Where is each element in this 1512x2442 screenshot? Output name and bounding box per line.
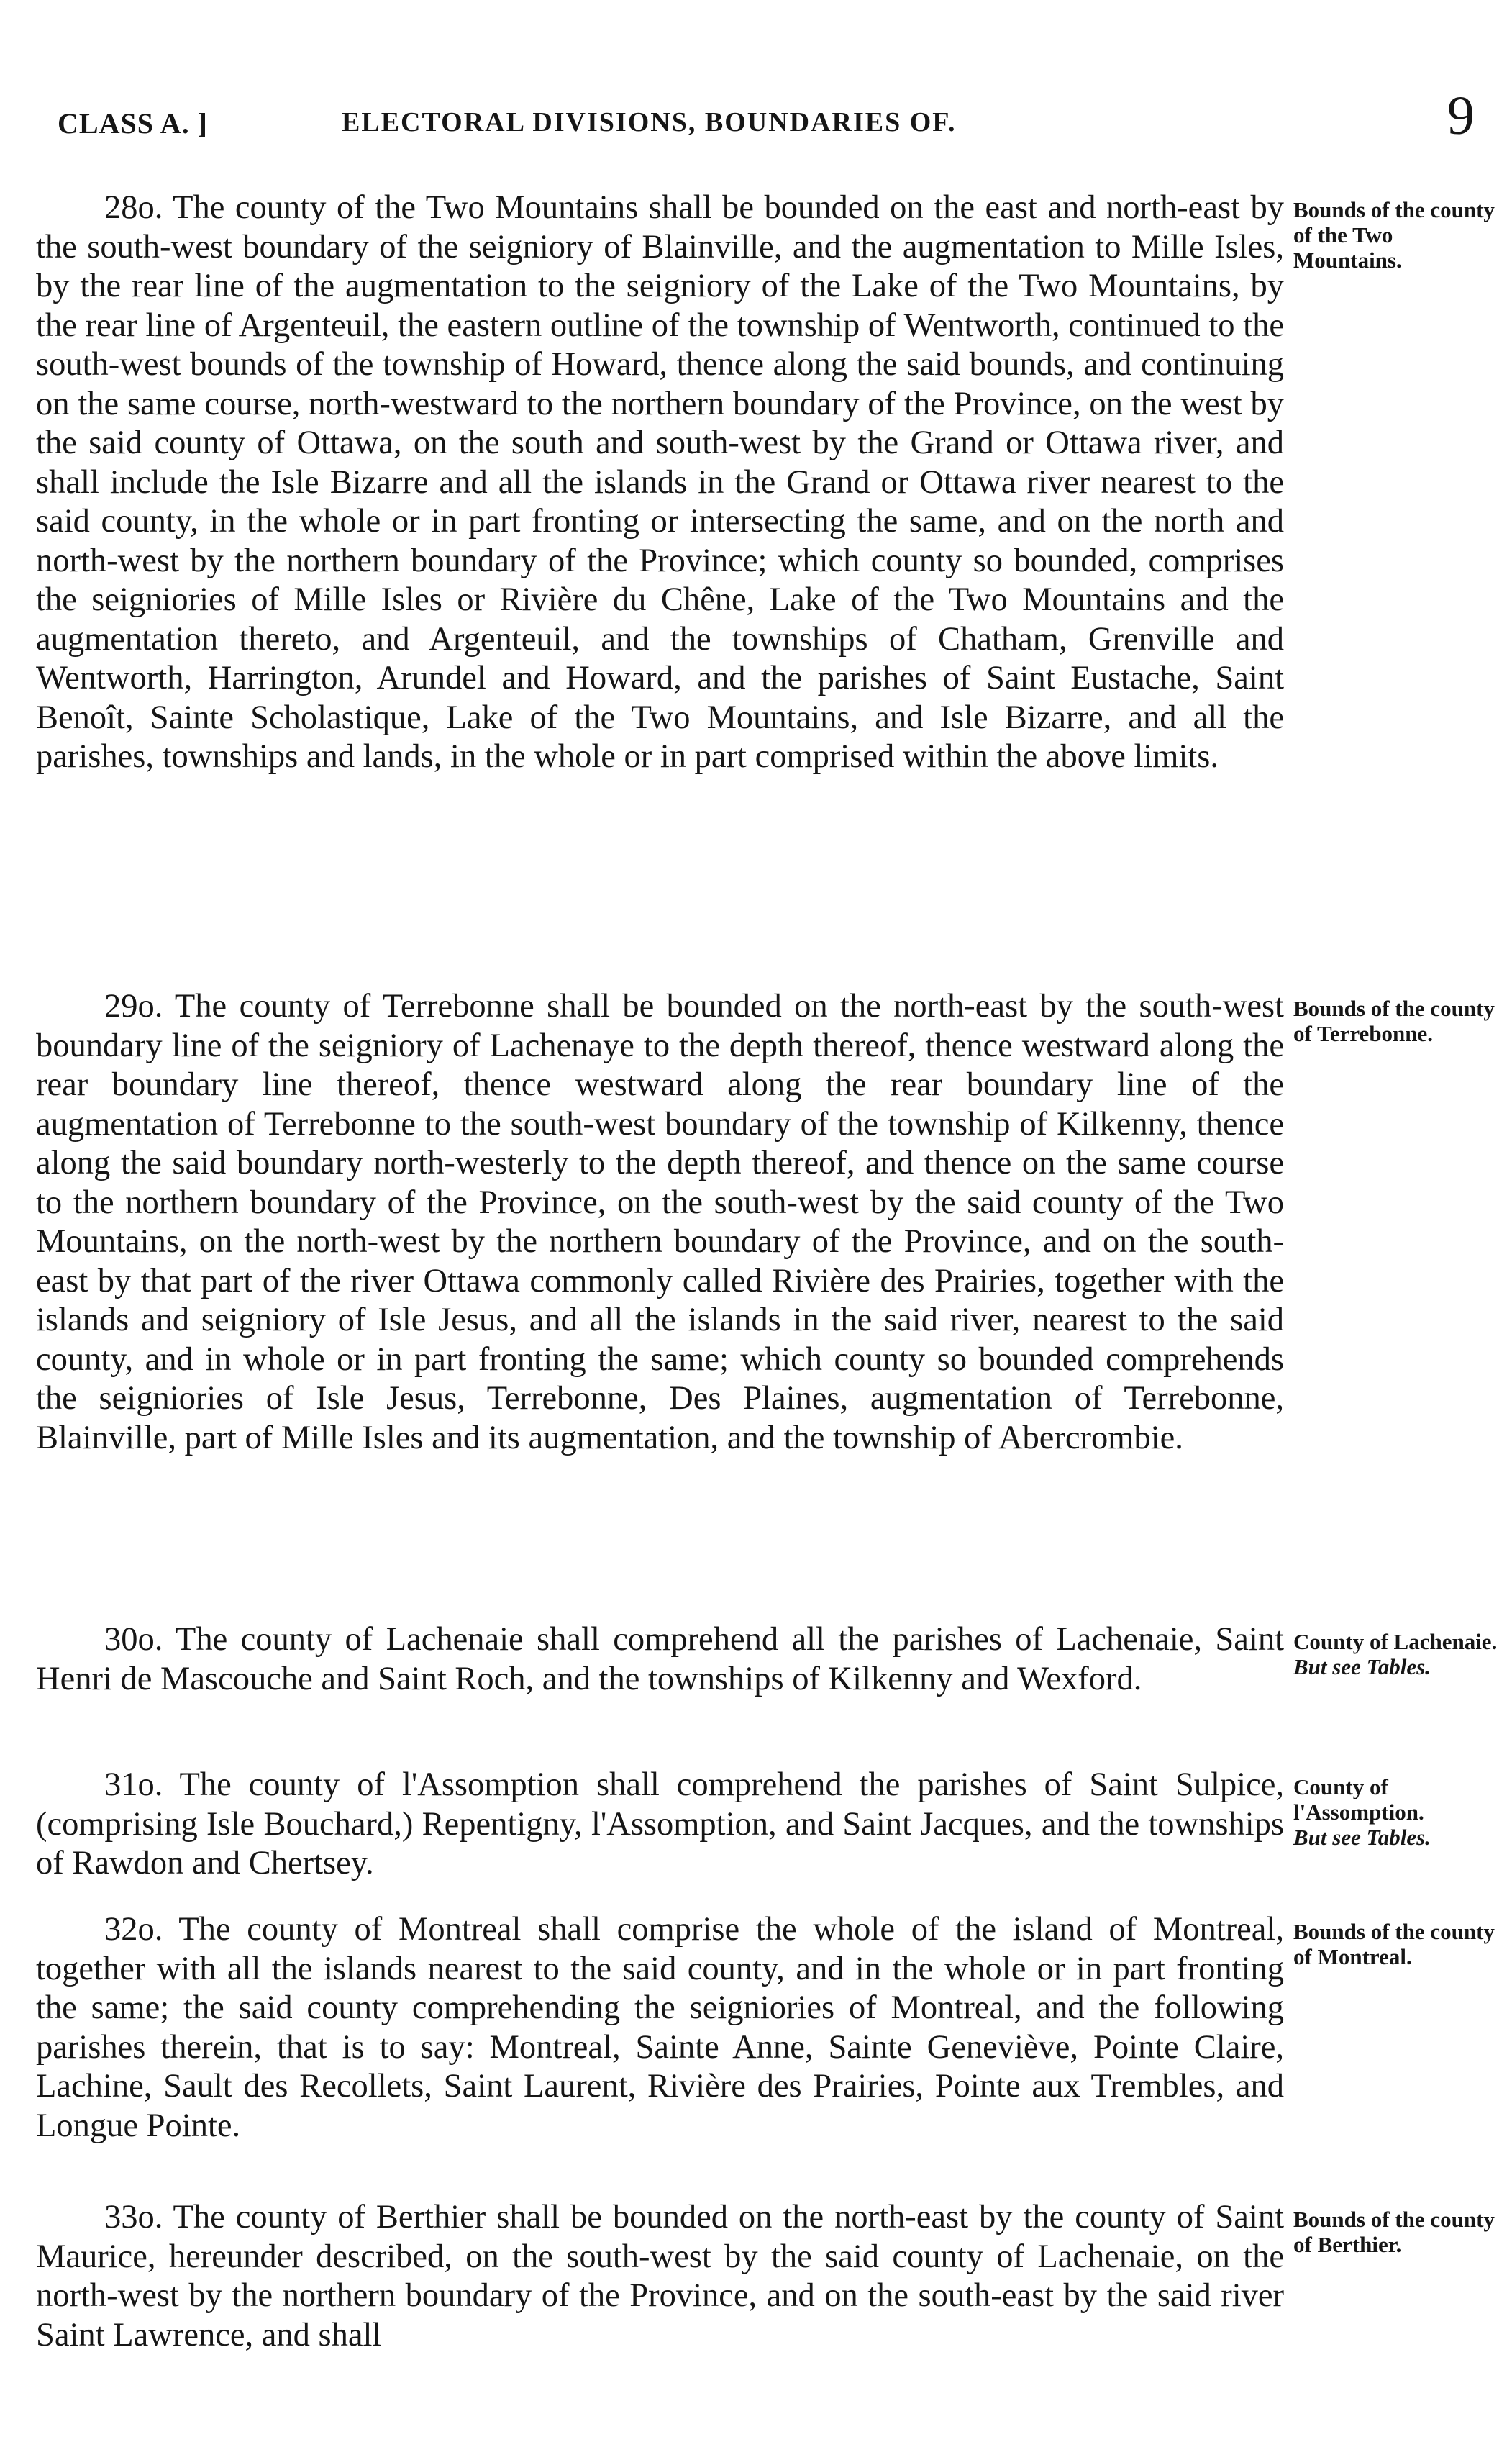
margin-note-reference: But see Tables. xyxy=(1293,1654,1431,1679)
section-number: 32o. xyxy=(104,1911,163,1948)
running-header xyxy=(58,85,1489,164)
margin-note xyxy=(1293,1629,1502,1679)
page-number: 9 xyxy=(1447,86,1475,146)
margin-note-text: Bounds of the county of Berthier. xyxy=(1293,2207,1495,2257)
section-number: 33o. xyxy=(104,2199,163,2236)
margin-note xyxy=(1293,2207,1502,2257)
section-body xyxy=(36,1766,1284,1884)
margin-note-text: County of l'Assomption. xyxy=(1293,1774,1424,1825)
margin-note-reference: But see Tables. xyxy=(1293,1825,1431,1850)
section-body xyxy=(36,2198,1284,2355)
section-29 xyxy=(36,987,1503,1458)
section-33 xyxy=(36,2198,1503,2355)
section-text: The county of Terrebonne shall be bounded on the north-east by the south-west boundary line of the seigniory of Lachenaye to the depth thereof, thence westward along the rear boundary line thereof, thence westward along the rear boundary line of the augmentation of Terrebonne to the south-west boundary of the township of Kilkenny, thence along the said boundary north-westerly to the depth thereof, and thence on the same course to the northern boundary of the Province, on the south-west by the said county of the Two Mountains, on the north-west by the northern boundary of the Province, and on the south-east by that part of the river Ottawa commonly called Rivière des Prairies, together with the islands and seigniory of Isle Jesus, and all the islands in the said river, nearest to the said county, and in whole or in part fronting the same; which county so bounded comprehends the seigniories of Isle Jesus, Terrebonne, Des Plaines, augmentation of Terrebonne, Blainville, part of Mille Isles and its augmentation, and the township of Abercrombie. xyxy=(36,988,1284,1456)
section-number: 30o. xyxy=(104,1621,163,1658)
section-text: The county of Berthier shall be bounded on the north-east by the county of Saint Maurice, hereunder described, on the south-west by the said county of Lachenaie, on the north-west by the northern boundary of the Province, and on the south-east by the said river Saint Lawrence, and shall xyxy=(36,2199,1284,2354)
class-label: CLASS A. ] xyxy=(58,107,208,140)
header-title: ELECTORAL DIVISIONS, BOUNDARIES OF. xyxy=(342,107,957,137)
section-30 xyxy=(36,1620,1503,1699)
margin-note xyxy=(1293,1919,1502,1969)
margin-note-text: Bounds of the county of the Two Mountains. xyxy=(1293,197,1495,273)
margin-note xyxy=(1293,996,1502,1046)
section-32 xyxy=(36,1910,1503,2146)
section-31 xyxy=(36,1766,1503,1884)
margin-note xyxy=(1293,1774,1502,1850)
margin-note-text: County of Lachenaie. xyxy=(1293,1629,1498,1654)
margin-note-text: Bounds of the county of Terrebonne. xyxy=(1293,996,1495,1046)
section-text: The county of Lachenaie shall comprehend all the parishes of Lachenaie, Saint Henri de Mascouche and Saint Roch, and the townships of Kilkenny and Wexford. xyxy=(36,1621,1284,1697)
margin-note-text: Bounds of the county of Montreal. xyxy=(1293,1919,1495,1969)
section-number: 28o. xyxy=(104,189,163,226)
section-text: The county of the Two Mountains shall be bounded on the east and north-east by the south-west boundary of the seigniory of Blainville, and the augmentation to Mille Isles, by the rear line of the augmentation to the seigniory of the Lake of the Two Mountains, by the rear line of Argenteuil, the eastern outline of the township of Wentworth, continued to the south-west bounds of the township of Howard, thence along the said bounds, and continuing on the same course, north-westward to the northern boundary of the Province, on the west by the said county of Ottawa, on the south and south-west by the Grand or Ottawa river, and shall include the Isle Bizarre and all the islands in the Grand or Ottawa river nearest to the said county, in the whole or in part fronting or intersecting the same, and on the north and north-west by the northern boundary of the Province; which county so bounded, comprises the seigniories of Mille Isles or Rivière du Chêne, Lake of the Two Mountains and the augmentation thereto, and Argenteuil, and the townships of Chatham, Grenville and Wentworth, Harrington, Arundel and Howard, and the parishes of Saint Eustache, Saint Benoît, Sainte Scholastique, Lake of the Two Mountains, and Isle Bizarre, and all the parishes, townships and lands, in the whole or in part comprised within the above limits. xyxy=(36,189,1284,775)
section-number: 31o. xyxy=(104,1766,163,1803)
section-text: The county of Montreal shall comprise the whole of the island of Montreal, together with all the islands nearest to the said county, and in the whole or in part fronting the same; the said county comprehending the seigniories of Montreal, and the following parishes therein, that is to say: Montreal, Sainte Anne, Sainte Geneviève, Pointe Claire, Lachine, Sault des Recollets, Saint Laurent, Rivière des Prairies, Pointe aux Trembles, and Longue Pointe. xyxy=(36,1911,1284,2144)
section-body xyxy=(36,1620,1284,1699)
section-text: The county of l'Assomption shall comprehend the parishes of Saint Sulpice, (comprising Isle Bouchard,) Repentigny, l'Assomption, and Saint Jacques, and the townships of Rawdon and Chertsey. xyxy=(36,1766,1284,1882)
section-body xyxy=(36,1910,1284,2146)
section-body xyxy=(36,189,1284,777)
margin-note xyxy=(1293,197,1502,273)
section-body xyxy=(36,987,1284,1458)
section-28 xyxy=(36,189,1503,777)
section-number: 29o. xyxy=(104,988,163,1025)
